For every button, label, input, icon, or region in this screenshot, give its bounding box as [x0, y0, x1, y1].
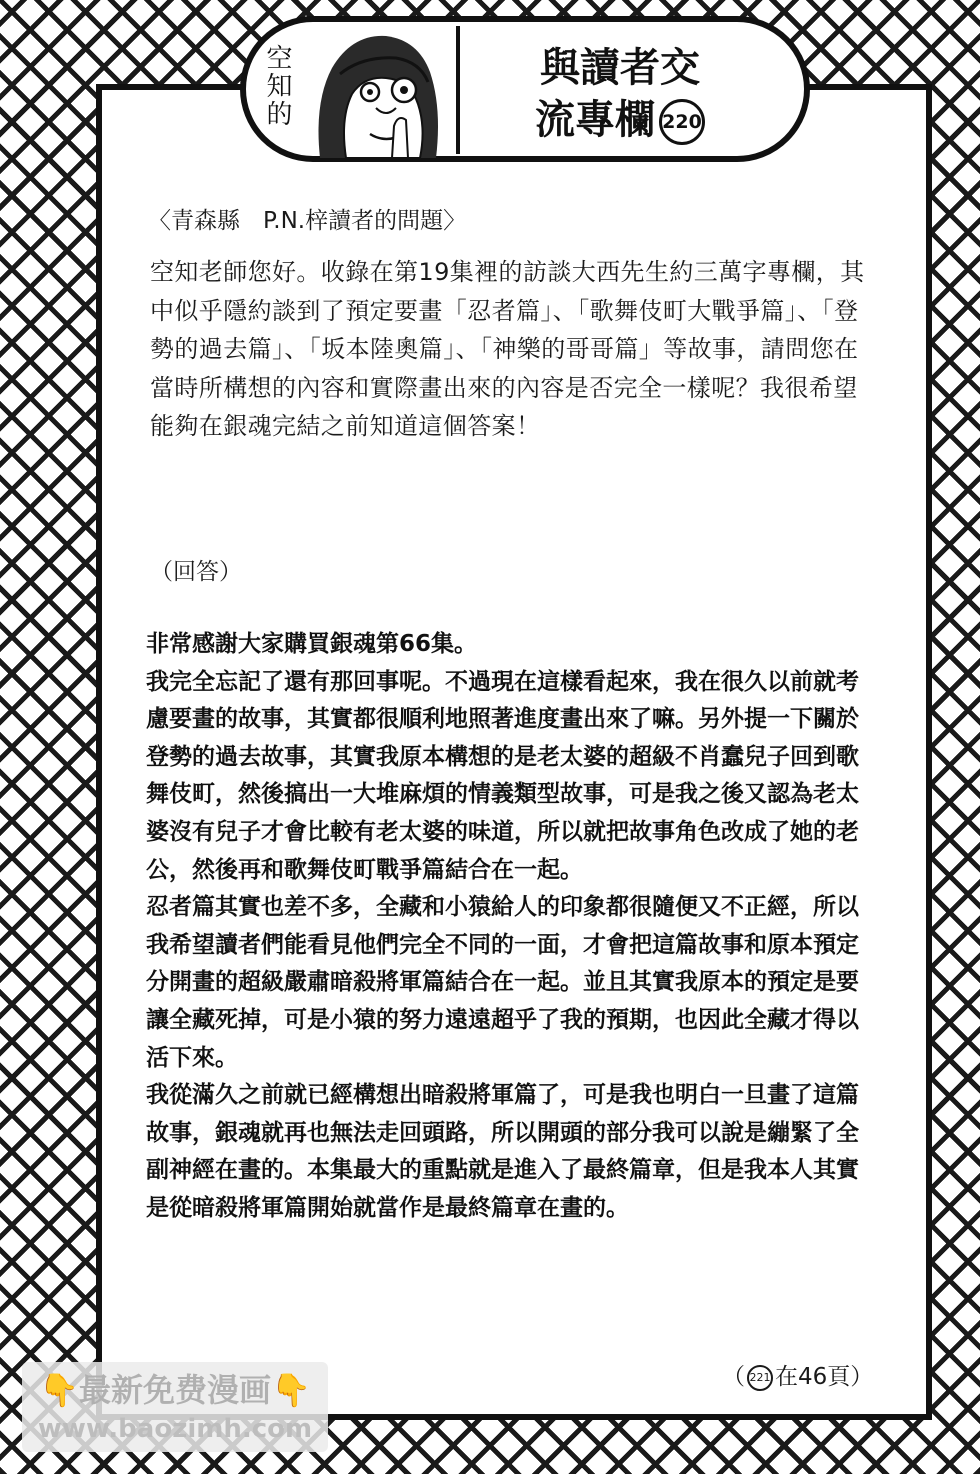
- header-divider: [456, 26, 460, 154]
- title-line-2: [470, 94, 770, 146]
- answer-paragraph: 非常感謝大家購買銀魂第66集。: [146, 631, 478, 657]
- watermark-line-1: [22, 1370, 328, 1410]
- continued-badge: 221: [747, 1365, 773, 1391]
- column-title: [470, 42, 770, 146]
- answer-paragraph: 忍者篇其實也差不多，全藏和小猿給人的印象都很隨便又不正經，所以我希望讀者們能看見他們完全不同的一面，才會把這篇故事和原本預定分開畫的超級嚴肅暗殺將軍篇結合在一起。並且其實我原本的預定是要讓全藏死掉，可是小猿的努力遠遠超乎了我的預期，也因此全藏才得以活下來。: [146, 894, 859, 1071]
- pointing-hand-icon: 👇: [271, 1371, 311, 1409]
- author-label: 空知的: [262, 44, 292, 128]
- continued-note: [722, 1360, 873, 1394]
- watermark-line-2: www.baozimh.com: [37, 1414, 313, 1444]
- answer-body: [146, 626, 870, 1228]
- answer-label: （回答）: [150, 559, 242, 585]
- question-header: 〈青森縣 P.N.梓讀者的問題〉: [148, 208, 467, 234]
- issue-number-badge: 220: [659, 99, 705, 145]
- continued-open: （: [722, 1364, 745, 1390]
- continued-text: 在46頁）: [775, 1364, 874, 1390]
- pointing-hand-icon: 👇: [39, 1371, 79, 1409]
- answer-paragraph: 我從滿久之前就已經構想出暗殺將軍篇了，可是我也明白一旦畫了這篇故事，銀魂就再也無法走回頭路，所以開頭的部分我可以說是繃緊了全副神經在畫的。本集最大的重點就是進入了最終篇章，但是我本人其實是從暗殺將軍篇開始就當作是最終篇章在畫的。: [146, 1082, 859, 1221]
- answer-paragraph: 我完全忘記了還有那回事呢。不過現在這樣看起來，我在很久以前就考慮要畫的故事，其實都很順利地照著進度畫出來了嘛。另外提一下關於登勢的過去故事，其實我原本構想的是老太婆的超級不肖蠢兒子回到歌舞伎町，然後搞出一大堆麻煩的情義類型故事，可是我之後又認為老太婆沒有兒子才會比較有老太婆的味道，所以就把故事角色改成了她的老公，然後再和歌舞伎町戰爭篇結合在一起。: [146, 668, 859, 883]
- question-body: 空知老師您好。收錄在第19集裡的訪談大西先生約三萬字專欄，其中似乎隱約談到了預定要畫「忍者篇」、「歌舞伎町大戰爭篇」、「登勢的過去篇」、「坂本陸奧篇」、「神樂的哥哥篇」等故事，請問您在當時所構想的內容和實際畫出來的內容是否完全一樣呢？我很希望能夠在銀魂完結之前知道這個答案！: [150, 258, 865, 440]
- watermark-text-1: 最新免费漫画: [78, 1371, 271, 1409]
- watermark: [22, 1362, 328, 1452]
- title-line-2-text: 流專欄: [535, 97, 655, 143]
- title-line-1: 與讀者交: [540, 45, 700, 91]
- gorilla-mascot-icon: [300, 22, 450, 158]
